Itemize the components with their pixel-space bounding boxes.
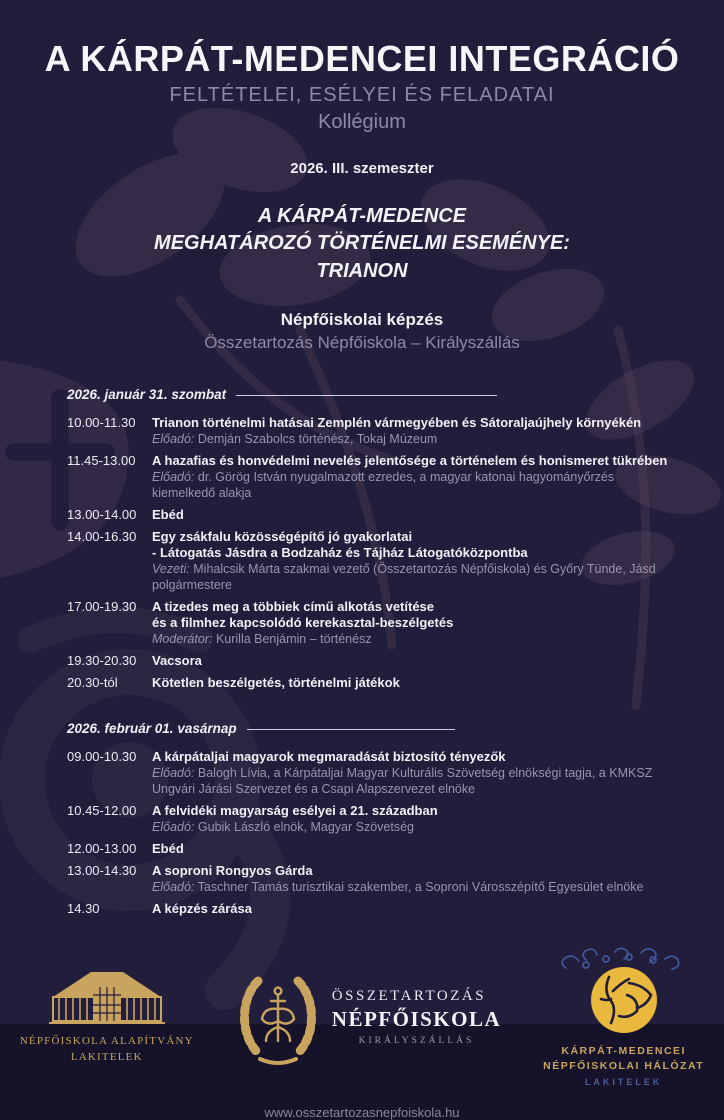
item-content <box>152 599 453 647</box>
logo-text-line: ÖSSZETARTOZÁS <box>331 987 487 1004</box>
logo-text-line: LAKITELEK <box>70 1051 143 1064</box>
item-title <box>152 901 252 917</box>
poster-header <box>0 0 724 353</box>
logo-lakitelek-foundation <box>20 967 194 1066</box>
schedule-day <box>67 721 668 917</box>
item-title <box>152 453 668 469</box>
schedule-item <box>67 901 668 917</box>
detail-label: Előadó: <box>152 431 195 446</box>
item-title-line: A képzés zárása <box>152 900 252 916</box>
item-title <box>152 863 643 879</box>
osszetartozas-label <box>332 988 501 1046</box>
item-content <box>152 415 641 447</box>
item-title-line: Egy zsákfalu közösségépítő jó gyakorlatai <box>152 528 413 544</box>
detail-label: Előadó: <box>152 765 195 780</box>
item-time: 14.00-16.30 <box>67 528 137 544</box>
item-title-line: Ebéd <box>152 506 184 522</box>
item-title <box>152 599 453 631</box>
item-detail <box>152 561 668 593</box>
day-rule <box>247 729 455 730</box>
item-detail <box>152 631 453 647</box>
item-title-line: - Látogatás Jásdra a Bodzaház és Tájház Látogatóközpontba <box>152 544 528 560</box>
day-date: 2026. február 01. vasárnap <box>67 720 237 736</box>
logo-text-line: NÉPFŐISKOLA <box>331 1006 502 1031</box>
website-url: www.osszetartozasnepfoiskola.hu <box>264 1105 460 1120</box>
topic-line: A KÁRPÁT-MEDENCE <box>257 204 467 227</box>
item-time: 10.00-11.30 <box>67 414 136 430</box>
item-detail <box>152 469 668 501</box>
schedule <box>0 387 724 917</box>
org-type-label: Kollégium <box>318 110 406 133</box>
day-date: 2026. január 31. szombat <box>67 386 227 402</box>
item-title <box>152 675 400 691</box>
item-content <box>152 841 184 857</box>
carpathian-map-icon <box>549 947 699 1039</box>
schedule-item <box>67 749 668 797</box>
schedule-item <box>67 675 668 691</box>
item-content <box>152 749 668 797</box>
semester-label: 2026. III. szemeszter <box>290 159 434 177</box>
schedule-item <box>67 841 668 857</box>
topic-title <box>0 203 724 286</box>
logo-text-line: LAKITELEK <box>584 1077 663 1088</box>
logo-row <box>0 947 724 1088</box>
item-title-line: és a filmhez kapcsolódó kerekasztal-beszélgetés <box>152 614 454 630</box>
course-host-label: Összetartozás Népfőiskola – Királyszállás <box>204 332 520 352</box>
detail-text: Balogh Lívia, a Kárpátaljai Magyar Kulturális Szövetség elnökségi tagja, a KMKSZ Ungvári Járási Szervezet és a Csapi Alapszervezet elnöke <box>152 765 653 796</box>
topic-line: TRIANON <box>316 259 408 282</box>
schedule-item <box>67 803 668 835</box>
item-time: 13.00-14.00 <box>67 506 137 522</box>
item-time: 17.00-19.30 <box>67 598 137 614</box>
item-time: 12.00-13.00 <box>67 840 137 856</box>
schedule-item <box>67 529 668 593</box>
detail-label: Moderátor: <box>152 631 213 646</box>
item-content <box>152 675 400 691</box>
schedule-item <box>67 453 668 501</box>
item-title-line: A soproni Rongyos Gárda <box>152 862 313 878</box>
poster-subtitle: FELTÉTELEI, ESÉLYEI ÉS FELADATAI <box>169 83 555 106</box>
item-detail <box>152 765 668 797</box>
logo-osszetartozas-nepfoiskola <box>236 969 501 1065</box>
logo-karpat-medencei-halozat <box>543 947 704 1088</box>
detail-text: Demján Szabolcs történész, Tokaj Múzeum <box>197 431 438 446</box>
item-time: 20.30-tól <box>67 674 118 690</box>
item-detail <box>152 819 438 835</box>
logo-text-line: KÁRPÁT-MEDENCEI <box>561 1044 686 1057</box>
item-title-line: A tizedes meg a többiek című alkotás vetítése <box>152 598 435 614</box>
item-title <box>152 841 184 857</box>
detail-label: Vezeti: <box>152 561 190 576</box>
item-title <box>152 749 668 765</box>
item-title <box>152 507 184 523</box>
item-time: 10.45-12.00 <box>67 802 137 818</box>
detail-text: Mihalcsik Márta szakmai vezető (Összetartozás Népfőiskola) és Győry Tünde, Jásd polgármestere <box>152 561 656 592</box>
logo-text-line: NÉPFŐISKOLAI HÁLÓZAT <box>543 1060 705 1073</box>
detail-text: Gubik László elnök, Magyar Szövetség <box>197 819 414 834</box>
halozat-label <box>543 1044 704 1088</box>
day-header <box>67 387 497 402</box>
item-content <box>152 453 668 501</box>
item-time: 14.30 <box>67 900 100 916</box>
item-title <box>152 653 202 669</box>
page-title: A KÁRPÁT-MEDENCEI INTEGRÁCIÓ <box>44 38 680 79</box>
item-title <box>152 529 668 561</box>
schedule-item <box>67 653 668 669</box>
detail-text: Taschner Tamás turisztikai szakember, a Soproni Városszépítő Egyesület elnöke <box>197 879 644 894</box>
item-title <box>152 415 641 431</box>
item-content <box>152 653 202 669</box>
item-title-line: A felvidéki magyarság esélyei a 21. században <box>152 802 438 818</box>
schedule-item <box>67 599 668 647</box>
item-title-line: A kárpátaljai magyarok megmaradását biztosító tényezők <box>152 748 506 764</box>
item-content <box>152 863 643 895</box>
item-detail <box>152 879 643 895</box>
day-header <box>67 721 455 736</box>
detail-text: dr. Görög István nyugalmazott ezredes, a magyar katonai hagyományőrzés kiemelkedő alakja <box>152 469 615 500</box>
item-content <box>152 507 184 523</box>
item-content <box>152 901 252 917</box>
item-time: 13.00-14.30 <box>67 862 137 878</box>
item-title-line: A hazafias és honvédelmi nevelés jelentősége a történelem és honismeret tükrében <box>152 452 668 468</box>
item-content <box>152 529 668 593</box>
laurel-wreath-icon <box>236 969 320 1065</box>
detail-label: Előadó: <box>152 819 195 834</box>
detail-label: Előadó: <box>152 469 195 484</box>
schedule-item <box>67 507 668 523</box>
lakitelek-foundation-label <box>20 1034 194 1066</box>
day-rule <box>236 395 497 396</box>
item-title-line: Vacsora <box>152 652 202 668</box>
item-title-line: Ebéd <box>152 840 184 856</box>
topic-line: MEGHATÁROZÓ TÖRTÉNELMI ESEMÉNYE: <box>154 232 570 255</box>
course-type-label: Népfőiskolai képzés <box>280 309 444 329</box>
item-content <box>152 803 438 835</box>
logo-text-line: KIRÁLYSZÁLLÁS <box>358 1035 475 1046</box>
item-detail <box>152 431 641 447</box>
item-time: 11.45-13.00 <box>67 452 136 468</box>
schedule-day <box>67 387 668 691</box>
item-time: 09.00-10.30 <box>67 748 137 764</box>
detail-label: Előadó: <box>152 879 195 894</box>
lakitelek-building-icon <box>39 967 175 1025</box>
item-title-line: Kötetlen beszélgetés, történelmi játékok <box>152 674 400 690</box>
detail-text: Kurilla Benjámin – történész <box>215 631 372 646</box>
item-title-line: Trianon történelmi hatásai Zemplén vármegyében és Sátoraljaújhely környékén <box>152 414 642 430</box>
schedule-item <box>67 863 668 895</box>
schedule-item <box>67 415 668 447</box>
item-time: 19.30-20.30 <box>67 652 137 668</box>
item-title <box>152 803 438 819</box>
logo-text-line: NÉPFŐISKOLA ALAPÍTVÁNY <box>19 1035 194 1048</box>
